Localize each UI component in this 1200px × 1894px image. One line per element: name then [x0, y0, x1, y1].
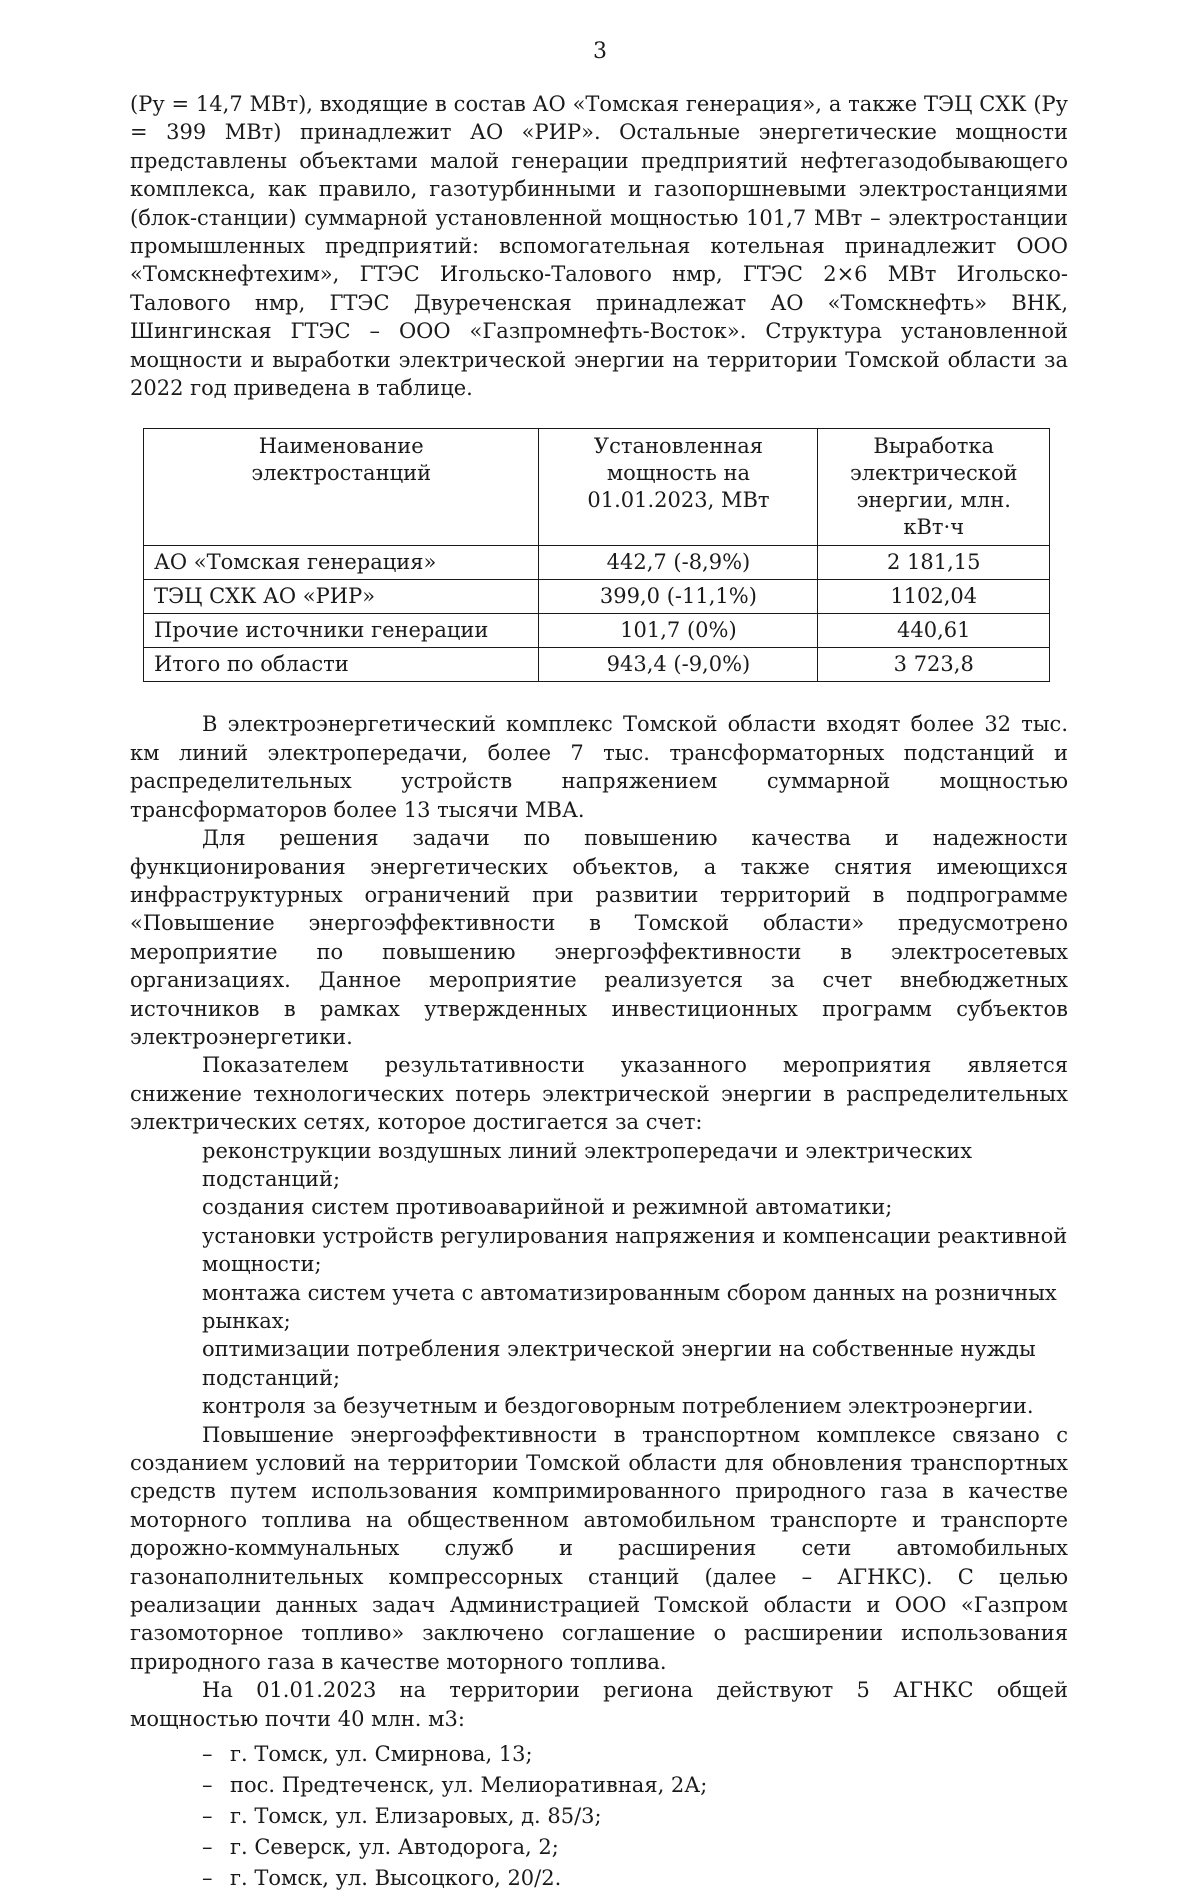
dash-marker: –: [202, 1773, 213, 1798]
indicator-paragraph: Показателем результативности указанного мероприятия является снижение технологических потерь электрической энергии в распределительных электрических сетях, которое достигается за счет:: [130, 1053, 1068, 1135]
header-station-name: Наименование электростанций: [144, 429, 539, 546]
cell-station-name: Прочие источники генерации: [144, 614, 539, 648]
generation-table-wrapper: [143, 428, 1050, 682]
agnks-paragraph: На 01.01.2023 на территории региона действуют 5 АГНКС общей мощностью почти 40 млн. м3:: [130, 1678, 1068, 1731]
table-row: [144, 546, 1050, 580]
cell-output: 1102,04: [818, 580, 1050, 614]
page-number: 3: [593, 39, 607, 64]
cell-station-name: Итого по области: [144, 648, 539, 682]
header-output: Выработка электрической энергии, млн. кВт·ч: [818, 429, 1050, 546]
list-item: монтажа систем учета с автоматизированным сбором данных на розничных рынках;: [202, 1280, 1057, 1333]
list-item: [130, 1770, 1068, 1801]
station-address: г. Томск, ул. Елизаровых, д. 85/3;: [230, 1804, 602, 1829]
list-item: реконструкции воздушных линий электропередачи и электрических подстанций;: [202, 1138, 973, 1191]
dash-marker: –: [202, 1804, 213, 1829]
list-item: [130, 1801, 1068, 1832]
station-address: г. Томск, ул. Высоцкого, 20/2.: [230, 1866, 562, 1891]
list-item: установки устройств регулирования напряжения и компенсации реактивной мощности;: [202, 1223, 1068, 1277]
transport-paragraph: Повышение энергоэффективности в транспортном комплексе связано с созданием условий на территории Томской области для обновления транспортных средств путем использования компримированного природного газа в качестве моторного топлива на общественном автомобильном транспорте и транспорте дорожно-коммунальных служб и расширения сети автомобильных газонаполнительных компрессорных станций (далее – АГНКС). С целью реализации данных задач Администрацией Томской области и ООО «Газпром газомоторное топливо» заключено соглашение о расширении использования природного газа в качестве моторного топлива.: [130, 1422, 1068, 1674]
list-item: создания систем противоаварийной и режимной автоматики;: [202, 1195, 893, 1220]
table-row: [144, 580, 1050, 614]
cell-capacity: 943,4 (-9,0%): [539, 648, 818, 682]
cell-output: 2 181,15: [818, 546, 1050, 580]
cell-output: 3 723,8: [818, 648, 1050, 682]
cell-capacity: 101,7 (0%): [539, 614, 818, 648]
table-total-row: [144, 648, 1050, 682]
station-address: г. Томск, ул. Смирнова, 13;: [230, 1742, 533, 1767]
table-header-row: [144, 429, 1050, 546]
cell-station-name: АО «Томская генерация»: [144, 546, 539, 580]
list-item: оптимизации потребления электрической энергии на собственные нужды подстанций;: [202, 1337, 1036, 1390]
tasks-paragraph: Для решения задачи по повышению качества и надежности функционирования энергетических объектов, а также снятия имеющихся инфраструктурных ограничений при развитии территорий в подпрограмме «Повышение энергоэффективности в Томской области» предусмотрено мероприятие по повышению энергоэффективности в электросетевых организациях. Данное мероприятие реализуется за счет внебюджетных источников в рамках утвержденных инвестиционных программ субъектов электроэнергетики.: [130, 826, 1068, 1049]
table-row: [144, 614, 1050, 648]
list-item: [130, 1832, 1068, 1863]
stations-list: [130, 1739, 1068, 1894]
list-item: [130, 1863, 1068, 1894]
list-item: контроля за безучетным и бездоговорным потреблением электроэнергии.: [202, 1394, 1034, 1419]
header-capacity: Установленная мощность на 01.01.2023, МВт: [539, 429, 818, 546]
dash-marker: –: [202, 1742, 213, 1767]
cell-capacity: 399,0 (-11,1%): [539, 580, 818, 614]
dash-marker: –: [202, 1835, 213, 1860]
station-address: пос. Предтеченск, ул. Мелиоративная, 2А;: [230, 1773, 708, 1798]
cell-capacity: 442,7 (-8,9%): [539, 546, 818, 580]
list-item: [130, 1739, 1068, 1770]
intro-paragraph: (Ру = 14,7 МВт), входящие в состав АО «Томская генерация», а также ТЭЦ СХК (Ру = 399 МВт) принадлежит АО «РИР». Остальные энергетические мощности представлены объектами малой генерации предприятий нефтегазодобывающего комплекса, как правило, газотурбинными и газопоршневыми электростанциями (блок-станции) суммарной установленной мощностью 101,7 МВт – электростанции промышленных предприятий: вспомогательная котельная принадлежит ООО «Томскнефтехим», ГТЭС Игольско-Талового нмр, ГТЭС 2×6 МВт Игольско-Талового нмр, ГТЭС Двуреченская принадлежат АО «Томскнефть» ВНК, Шингинская ГТЭС – ООО «Газпромнефть-Восток». Структура установленной мощности и выработки электрической энергии на территории Томской области за 2022 год приведена в таблице.: [130, 92, 1068, 401]
measures-list: [130, 1137, 1068, 1421]
cell-station-name: ТЭЦ СХК АО «РИР»: [144, 580, 539, 614]
grid-paragraph: В электроэнергетический комплекс Томской области входят более 32 тыс. км линий электропередачи, более 7 тыс. трансформаторных подстанций и распределительных устройств напряжением суммарной мощностью трансформаторов более 13 тысячи МВА.: [130, 712, 1068, 822]
generation-table: [143, 428, 1050, 682]
page-content: [130, 90, 1068, 1894]
cell-output: 440,61: [818, 614, 1050, 648]
station-address: г. Северск, ул. Автодорога, 2;: [230, 1835, 559, 1860]
dash-marker: –: [202, 1866, 213, 1891]
